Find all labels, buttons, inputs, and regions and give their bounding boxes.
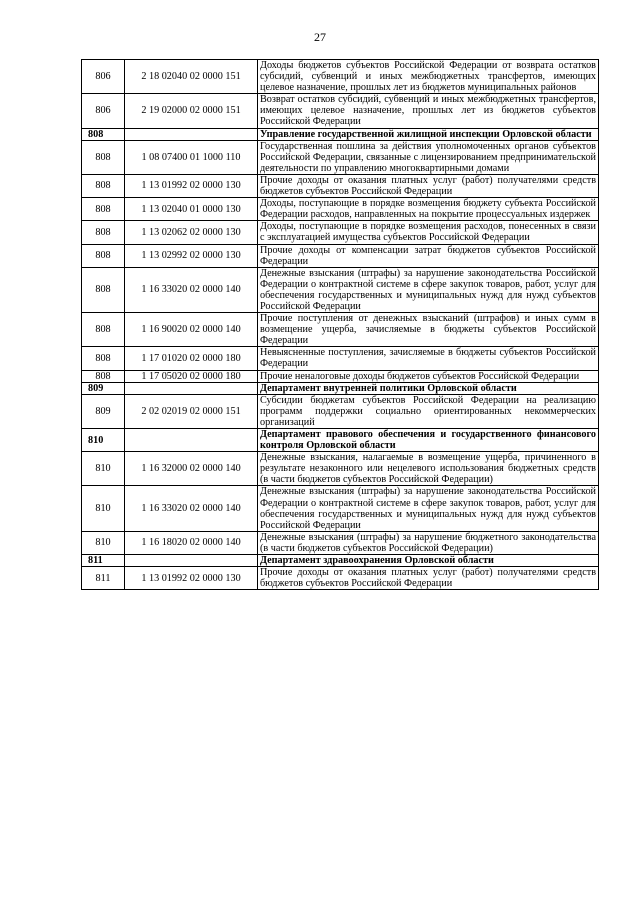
revenue-name-cell: Прочие доходы от компенсации затрат бюджетов субъектов Российской Федерации <box>258 244 599 267</box>
revenue-name-cell: Департамент здравоохранения Орловской области <box>258 555 599 567</box>
revenue-code-cell: 1 17 05020 02 0000 180 <box>125 370 258 382</box>
revenue-name-cell: Прочие поступления от денежных взысканий (штрафов) и иных сумм в возмещение ущерба, зачисляемые в бюджеты субъектов Российской Федерации <box>258 313 599 347</box>
department-header-row <box>82 128 599 140</box>
revenue-name-cell: Департамент внутренней политики Орловской области <box>258 382 599 394</box>
admin-code-cell: 811 <box>82 567 125 590</box>
revenue-code-cell: 1 17 01020 02 0000 180 <box>125 347 258 370</box>
table-row <box>82 140 599 174</box>
revenue-code-cell: 1 16 33020 02 0000 140 <box>125 486 258 531</box>
table-row <box>82 370 599 382</box>
admin-code-cell: 809 <box>82 394 125 428</box>
admin-code-cell: 808 <box>82 198 125 221</box>
admin-code-cell: 811 <box>82 555 125 567</box>
table-row <box>82 94 599 128</box>
admin-code-cell: 810 <box>82 531 125 554</box>
department-header-row <box>82 429 599 452</box>
revenue-code-cell <box>125 382 258 394</box>
admin-code-cell: 808 <box>82 221 125 244</box>
admin-code-cell: 808 <box>82 370 125 382</box>
admin-code-cell: 808 <box>82 267 125 312</box>
table-row <box>82 174 599 197</box>
table-row <box>82 347 599 370</box>
revenue-code-cell: 1 13 01992 02 0000 130 <box>125 567 258 590</box>
revenue-code-cell: 1 16 90020 02 0000 140 <box>125 313 258 347</box>
revenue-name-cell: Управление государственной жилищной инспекции Орловской области <box>258 128 599 140</box>
revenue-name-cell: Прочие доходы от оказания платных услуг (работ) получателями средств бюджетов субъектов Российской Федерации <box>258 567 599 590</box>
table-row <box>82 486 599 531</box>
revenue-name-cell: Невыясненные поступления, зачисляемые в бюджеты субъектов Российской Федерации <box>258 347 599 370</box>
admin-code-cell: 809 <box>82 382 125 394</box>
revenue-code-cell: 1 13 02062 02 0000 130 <box>125 221 258 244</box>
table-row <box>82 394 599 428</box>
revenue-code-cell: 1 16 32000 02 0000 140 <box>125 452 258 486</box>
revenue-name-cell: Денежные взыскания (штрафы) за нарушение бюджетного законодательства (в части бюджетов субъектов Российской Федерации) <box>258 531 599 554</box>
admin-code-cell: 808 <box>82 174 125 197</box>
revenue-code-cell: 1 13 02040 01 0000 130 <box>125 198 258 221</box>
admin-code-cell: 808 <box>82 128 125 140</box>
revenue-code-cell: 1 16 18020 02 0000 140 <box>125 531 258 554</box>
table-row <box>82 452 599 486</box>
table-row <box>82 313 599 347</box>
admin-code-cell: 810 <box>82 452 125 486</box>
revenue-code-cell: 2 19 02000 02 0000 151 <box>125 94 258 128</box>
table-row <box>82 531 599 554</box>
revenue-name-cell: Доходы бюджетов субъектов Российской Федерации от возврата остатков субсидий, субвенций и иных межбюджетных трансфертов, имеющих целевое назначение, прошлых лет из бюджетов муниципальных районов <box>258 60 599 94</box>
admin-code-cell: 808 <box>82 313 125 347</box>
page-number: 27 <box>314 30 326 44</box>
table-row <box>82 198 599 221</box>
revenue-code-cell: 2 02 02019 02 0000 151 <box>125 394 258 428</box>
table-row <box>82 221 599 244</box>
revenue-code-cell: 1 13 02992 02 0000 130 <box>125 244 258 267</box>
admin-code-cell: 806 <box>82 94 125 128</box>
revenue-name-cell: Доходы, поступающие в порядке возмещения бюджету субъекта Российской Федерации расходов, направленных на покрытие процессуальных издержек <box>258 198 599 221</box>
table-row <box>82 244 599 267</box>
revenue-code-cell: 1 08 07400 01 1000 110 <box>125 140 258 174</box>
revenue-name-cell: Субсидии бюджетам субъектов Российской Федерации на реализацию программ поддержки социально ориентированных некоммерческих организаций <box>258 394 599 428</box>
revenue-code-cell: 1 16 33020 02 0000 140 <box>125 267 258 312</box>
admin-code-cell: 810 <box>82 429 125 452</box>
admin-code-cell: 810 <box>82 486 125 531</box>
table-body <box>82 60 599 590</box>
revenue-name-cell: Прочие неналоговые доходы бюджетов субъектов Российской Федерации <box>258 370 599 382</box>
revenue-code-cell <box>125 429 258 452</box>
revenue-name-cell: Прочие доходы от оказания платных услуг (работ) получателями средств бюджетов субъектов Российской Федерации <box>258 174 599 197</box>
revenue-name-cell: Денежные взыскания, налагаемые в возмещение ущерба, причиненного в результате незаконного или нецелевого использования бюджетных средств (в части бюджетов субъектов Российской Федерации) <box>258 452 599 486</box>
department-header-row <box>82 382 599 394</box>
table-row <box>82 60 599 94</box>
admin-code-cell: 808 <box>82 140 125 174</box>
table-row <box>82 267 599 312</box>
table-row <box>82 567 599 590</box>
revenue-code-cell <box>125 128 258 140</box>
admin-code-cell: 808 <box>82 347 125 370</box>
admin-code-cell: 806 <box>82 60 125 94</box>
admin-code-cell: 808 <box>82 244 125 267</box>
department-header-row <box>82 555 599 567</box>
revenue-name-cell: Государственная пошлина за действия уполномоченных органов субъектов Российской Федерации, связанные с лицензированием предпринимательской деятельности по управлению многоквартирными домами <box>258 140 599 174</box>
revenue-code-cell <box>125 555 258 567</box>
revenue-code-cell: 1 13 01992 02 0000 130 <box>125 174 258 197</box>
revenue-name-cell: Департамент правового обеспечения и государственного финансового контроля Орловской области <box>258 429 599 452</box>
revenue-name-cell: Возврат остатков субсидий, субвенций и иных межбюджетных трансфертов, имеющих целевое назначение, прошлых лет из бюджетов субъектов Российской Федерации <box>258 94 599 128</box>
revenue-name-cell: Доходы, поступающие в порядке возмещения расходов, понесенных в связи с эксплуатацией имущества субъектов Российской Федерации <box>258 221 599 244</box>
revenue-name-cell: Денежные взыскания (штрафы) за нарушение законодательства Российской Федерации о контрактной системе в сфере закупок товаров, работ, услуг для обеспечения государственных и муниципальных нужд для нужд субъектов Российской Федерации <box>258 267 599 312</box>
revenue-code-cell: 2 18 02040 02 0000 151 <box>125 60 258 94</box>
revenue-classification-table <box>81 59 599 590</box>
revenue-name-cell: Денежные взыскания (штрафы) за нарушение законодательства Российской Федерации о контрактной системе в сфере закупок товаров, работ, услуг для обеспечения государственных и муниципальных нужд для нужд субъектов Российской Федерации <box>258 486 599 531</box>
